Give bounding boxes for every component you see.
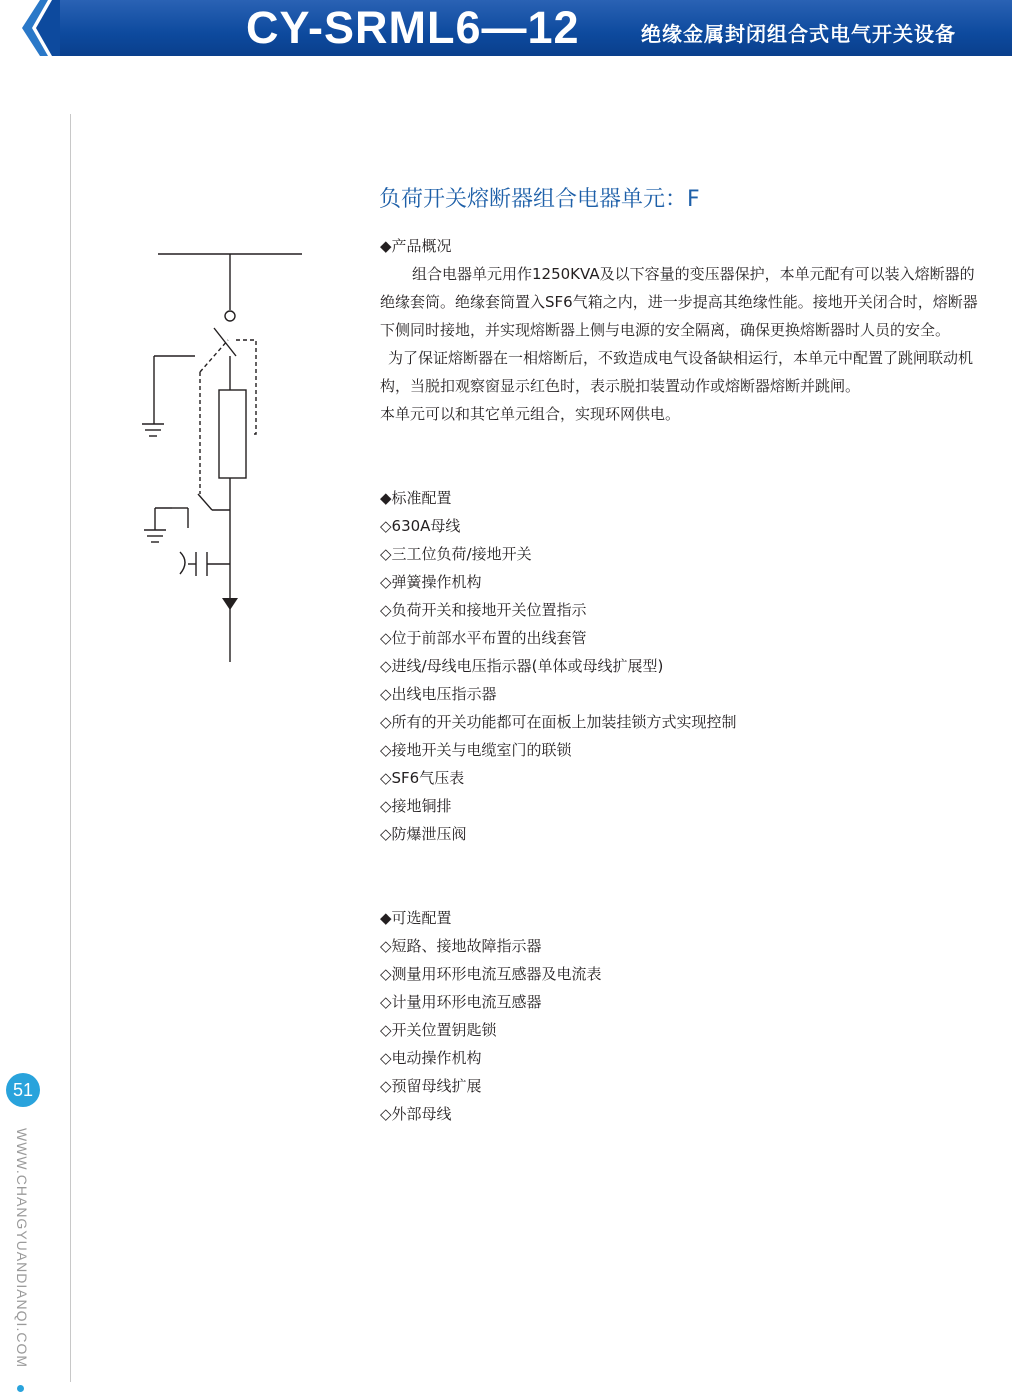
page-number-badge: 51 — [6, 1073, 40, 1107]
chevron-left-icon — [0, 0, 60, 56]
header-subtitle: 绝缘金属封闭组合式电气开关设备 — [641, 22, 956, 46]
list-item: ◇负荷开关和接地开关位置指示 — [380, 601, 587, 619]
list-item: ◇三工位负荷/接地开关 — [380, 545, 532, 563]
list-item: ◇位于前部水平布置的出线套管 — [380, 629, 587, 647]
list-item: ◇预留母线扩展 — [380, 1077, 482, 1095]
list-item: ◇弹簧操作机构 — [380, 573, 482, 591]
optional-heading: ◆可选配置 — [380, 909, 452, 927]
website-url: WWW.CHANGYUANDIANQI.COM — [14, 1128, 30, 1368]
optional-list — [380, 932, 980, 1128]
list-item: ◇外部母线 — [380, 1105, 452, 1123]
overview-paragraph: 为了保证熔断器在一相熔断后，不致造成电气设备缺相运行，本单元中配置了跳闸联动机构，当脱扣观察窗显示红色时，表示脱扣装置动作或熔断器熔断并跳闸。 — [380, 349, 974, 395]
earth-switch-bottom-blade — [198, 494, 212, 510]
overview-paragraph: 本单元可以和其它单元组合，实现环网供电。 — [380, 405, 681, 423]
standard-heading: ◆标准配置 — [380, 489, 452, 507]
voltage-indicator-icon — [180, 552, 185, 574]
circuit-diagram — [140, 244, 310, 669]
list-item: ◇接地铜排 — [380, 797, 452, 815]
load-switch-blade — [214, 328, 236, 356]
header-banner — [0, 0, 1012, 56]
section-title: 负荷开关熔断器组合电器单元：F — [379, 187, 700, 212]
list-item: ◇计量用环形电流互感器 — [380, 993, 542, 1011]
trip-linkage — [200, 340, 256, 494]
standard-list — [380, 512, 980, 848]
list-item: ◇进线/母线电压指示器(单体或母线扩展型) — [380, 657, 664, 675]
list-item: ◇测量用环形电流互感器及电流表 — [380, 965, 602, 983]
list-item: ◇防爆泄压阀 — [380, 825, 467, 843]
spacer — [380, 848, 980, 904]
overview-heading: ◆产品概况 — [380, 237, 452, 255]
header-title: CY-SRML6—12 — [246, 2, 580, 53]
list-item: ◇所有的开关功能都可在面板上加装挂锁方式实现控制 — [380, 713, 737, 731]
dot-icon — [17, 1385, 24, 1392]
list-item: ◇SF6气压表 — [380, 769, 465, 787]
list-item: ◇630A母线 — [380, 517, 461, 535]
margin-rule — [70, 114, 71, 1382]
list-item: ◇出线电压指示器 — [380, 685, 497, 703]
overview-paragraph: 组合电器单元用作1250KVA及以下容量的变压器保护，本单元配有可以装入熔断器的绝缘套筒。绝缘套筒置入SF6气箱之内，进一步提高其绝缘性能。接地开关闭合时，熔断器下侧同时接地，并实现熔断器上侧与电源的安全隔离，确保更换熔断器时人员的安全。 — [380, 265, 978, 339]
isolator-circle-icon — [225, 311, 235, 321]
list-item: ◇电动操作机构 — [380, 1049, 482, 1067]
list-item: ◇开关位置钥匙锁 — [380, 1021, 497, 1039]
content-body — [380, 232, 980, 1128]
spacer — [380, 428, 980, 484]
fuse-icon — [219, 390, 246, 478]
list-item: ◇接地开关与电缆室门的联锁 — [380, 741, 572, 759]
cable-terminal-icon — [222, 598, 238, 610]
list-item: ◇短路、接地故障指示器 — [380, 937, 542, 955]
